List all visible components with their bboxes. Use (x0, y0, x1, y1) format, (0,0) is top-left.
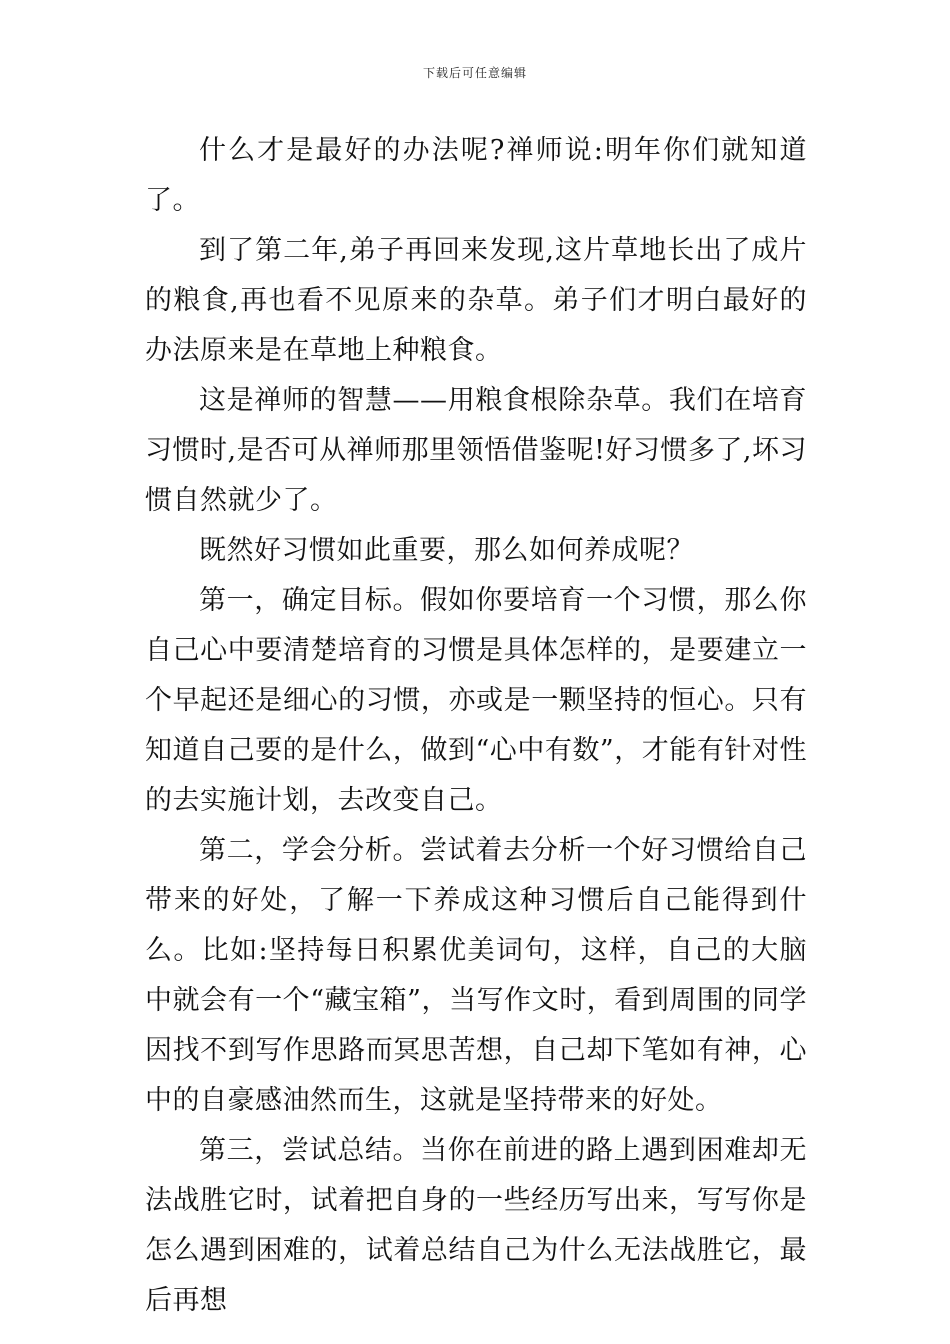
document-body (145, 126, 807, 1326)
paragraph: 到了第二年,弟子再回来发现,这片草地长出了成片的粮食,再也看不见原来的杂草。弟子们才明白最好的办法原来是在草地上种粮食。 (145, 235, 807, 366)
paragraph: 什么才是最好的办法呢?禅师说:明年你们就知道了。 (145, 135, 807, 216)
header-note: 下载后可任意编辑 (422, 66, 527, 80)
paragraph: 第二，学会分析。尝试着去分析一个好习惯给自己带来的好处，了解一下养成这种习惯后自己能得到什么。比如:坚持每日积累优美词句，这样，自己的大脑中就会有一个“藏宝箱”，当写作文时，看到周围的同学因找不到写作思路而冥思苦想，自己却下笔如有神，心中的自豪感油然而生，这就是坚持带来的好处。 (145, 835, 807, 1116)
paragraph: 这是禅师的智慧——用粮食根除杂草。我们在培育习惯时,是否可从禅师那里领悟借鉴呢!好习惯多了,坏习惯自然就少了。 (145, 385, 808, 516)
paragraph: 既然好习惯如此重要，那么如何养成呢？ (199, 535, 694, 566)
paragraph: 第一，确定目标。假如你要培育一个习惯，那么你自己心中要清楚培育的习惯是具体怎样的，是要建立一个早起还是细心的习惯，亦或是一颗坚持的恒心。只有知道自己要的是什么，做到“心中有数”，才能有针对性的去实施计划，去改变自己。 (145, 585, 807, 816)
paragraph: 第三，尝试总结。当你在前进的路上遇到困难却无法战胜它时，试着把自身的一些经历写出来，写写你是怎么遇到困难的，试着总结自己为什么无法战胜它，最后再想 (145, 1135, 807, 1316)
